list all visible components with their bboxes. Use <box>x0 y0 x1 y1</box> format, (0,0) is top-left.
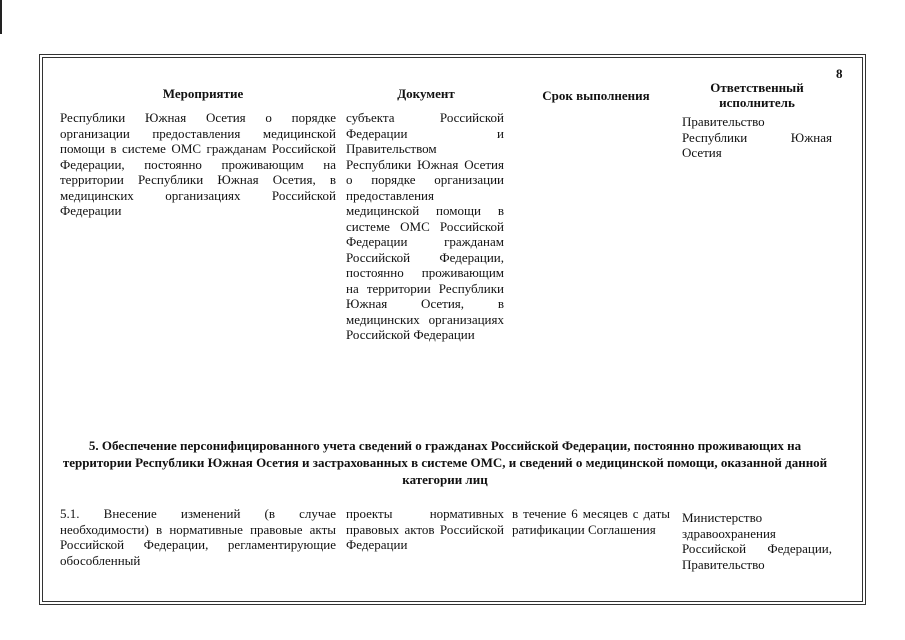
header-event: Мероприятие <box>162 86 244 101</box>
header-deadline: Срок выполнения <box>542 88 650 103</box>
row-continued-document: субъекта Российской Федерации и Правительством Республики Южная Осетия о порядке организации предоставления медицинской помощи в системе ОМС Российской Федерации гражданам Российской Федерации, постоянно проживающим на территории Республики Южная Осетия, в медицинских организациях Российской Федерации <box>346 110 504 342</box>
row-5-1-deadline: в течение 6 месяцев с даты ратификации Соглашения <box>512 506 670 537</box>
row-continued-responsible: Правительство Республики Южная Осетия <box>682 114 832 160</box>
row-continued-event: Республики Южная Осетия о порядке организации предоставления медицинской помощи в системе ОМС гражданам Российской Федерации, постоянно проживающим на территории Республики Южная Осетия, в медицинских организациях Российской Федерации <box>60 110 336 218</box>
row-5-1-document: проекты нормативных правовых актов Российской Федерации <box>346 506 504 552</box>
row-5-1-responsible: Министерство здравоохранения Российской Федерации, Правительство <box>682 510 832 572</box>
header-responsible: Ответственный исполнитель <box>710 80 804 110</box>
row-5-1-event: 5.1. Внесение изменений (в случае необходимости) в нормативные правовые акты Российской Федерации, регламентирующие обособленный <box>60 506 336 568</box>
section-5-heading: 5. Обеспечение персонифицированного учета сведений о гражданах Российской Федерации, постоянно проживающих на территории Республики Южная Осетия и застрахованных в системе ОМС, и сведений о медицинской помощи, оказанной данной категории лиц <box>62 438 828 487</box>
header-document: Документ <box>397 86 455 101</box>
page-number: 8 <box>836 66 843 81</box>
left-edge-mark <box>0 0 2 34</box>
